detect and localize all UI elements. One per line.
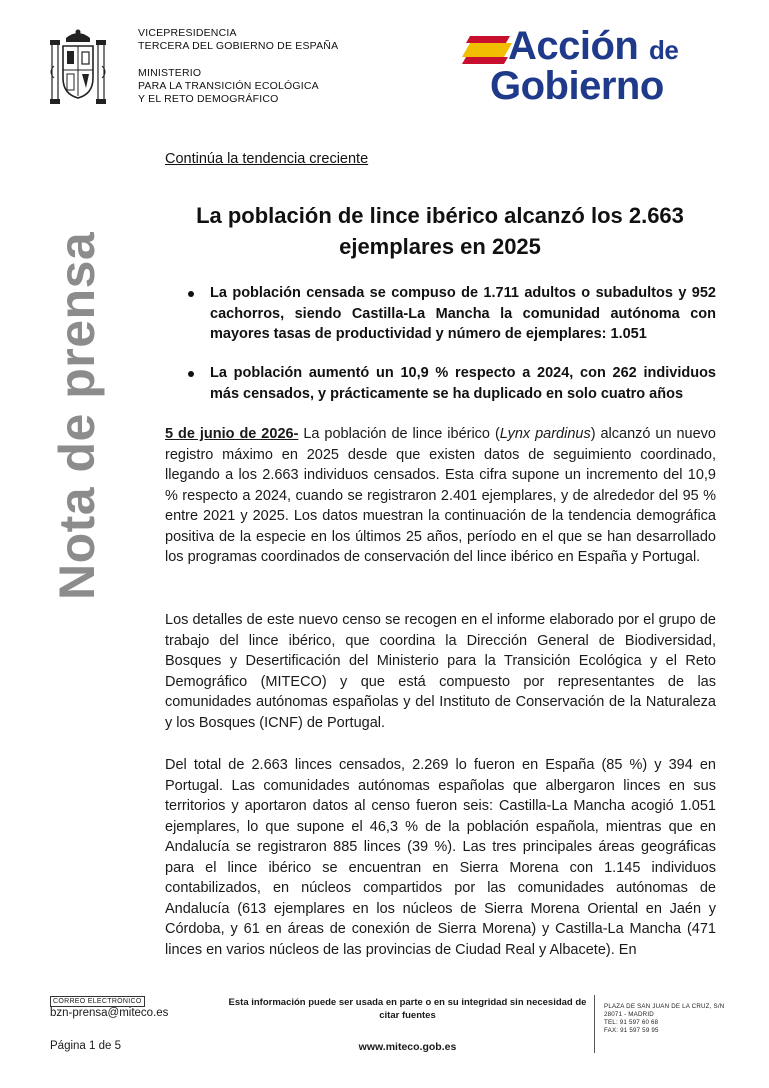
email-label: CORREO ELECTRÓNICO [50, 996, 145, 1007]
bullet [186, 363, 716, 404]
logo-line-2: Gobierno [490, 64, 664, 108]
logo-word-de: de [648, 35, 679, 65]
header-line: PARA LA TRANSICIÓN ECOLÓGICA [138, 80, 319, 92]
flag-stripe-red-bottom [462, 57, 508, 64]
header-line: VICEPRESIDENCIA [138, 27, 237, 39]
address-line: 28071 - MADRID [604, 1011, 654, 1018]
footer-divider [594, 995, 595, 1053]
header-line: Y EL RETO DEMOGRÁFICO [138, 93, 279, 105]
bullet [186, 283, 716, 345]
paragraph-text: La población de lince ibérico ( [298, 426, 500, 442]
side-title: Nota de prensa [49, 231, 105, 600]
flag-stripe-red-top [466, 36, 510, 43]
bullet-text: La población censada se compuso de 1.711 adultos o subadultos y 952 cachorros, siendo Castilla-La Mancha la comunidad autónoma con mayores tasas de productividad y número de ejemplares: 1.051 [210, 285, 716, 342]
species-name: Lynx pardinus [499, 426, 591, 442]
bullet-list-item [186, 283, 716, 345]
address-line: FAX: 91 597 59 95 [604, 1027, 659, 1034]
paragraph-text: ) alcanzó un nuevo registro máximo en 2025 desde que existen datos de seguimiento coordinado, llegando a los 2.663 individuos censados. Esta cifra supone un incremento del 10,9 % respecto a 2024, cuando se registraron 2.401 ejemplares, y de alrededor del 95 % entre 2021 y 2025. Los datos muestran la continuación de la tendencia demográfica positiva de la especie en los últimos 25 años, período en el que se han desarrollado los programas coordinados de conservación del lince ibérico en España y Portugal. [165, 426, 716, 565]
usage-note: Esta información puede ser usada en parte o en su integridad sin necesidad de citar fuentes [228, 997, 587, 1021]
accion-de-gobierno-logo [468, 24, 738, 108]
page-title: La población de lince ibérico alcanzó los 2.663 ejemplares en 2025 [196, 203, 684, 259]
bullet-text: La población aumentó un 10,9 % respecto a 2024, con 262 individuos más censados, y prácticamente se ha duplicado en solo cuatro años [210, 365, 716, 402]
vicepresidencia-heading [138, 27, 338, 53]
bullet-dot-icon [188, 371, 194, 377]
address-block [604, 1003, 724, 1035]
header-line: TERCERA DEL GOBIERNO DE ESPAÑA [138, 40, 339, 52]
page-number: Página 1 de 5 [50, 1040, 121, 1052]
kicker: Continúa la tendencia creciente [165, 151, 369, 167]
logo-word-accion: Acción [508, 24, 639, 68]
bullet-dot-icon [188, 291, 194, 297]
bullet-list-item [186, 363, 716, 404]
ministerio-heading [138, 67, 319, 106]
body-paragraph-3: Del total de 2.663 linces censados, 2.269 lo fueron en España (85 %) y 394 en Portugal. Las comunidades autónomas españolas que albergaron linces en sus territorios y aportaron datos al censo fueron seis: Castilla-La Mancha acogió 1.051 ejemplares, lo que supone el 46,3 % de la población española, mientras que en Andalucía se registraron 885 linces (39 %). Las tres principales áreas geográficas para el lince ibérico se encuentran en Sierra Morena con 1.145 individuos contabilizados, en núcleos compartidos por las comunidades autónomas de Andalucía (613 ejemplares en los núcleos de Sierra Morena Oriental en Jaén y Córdoba, y 61 en áreas de conexión de Sierra Morena) y Castilla-La Mancha (471 linces en varios núcleos de las provincias de Ciudad Real y Albacete). En [165, 757, 716, 958]
address-line: TEL: 91 597 60 68 [604, 1019, 659, 1026]
address-line: PLAZA DE SAN JUAN DE LA CRUZ, S/N [604, 1003, 725, 1010]
dateline: 5 de junio de 2026- [165, 426, 299, 442]
website-link[interactable]: www.miteco.gob.es [358, 1041, 457, 1053]
email-link[interactable]: bzn-prensa@miteco.es [50, 1007, 169, 1019]
body-paragraph-2: Los detalles de este nuevo censo se recogen en el informe elaborado por el grupo de trabajo del lince ibérico, que coordina la Dirección General de Biodiversidad, Bosques y Desertificación del Ministerio para la Transición Ecológica y el Reto Demográfico (MITECO) y que está compuesto por representantes de las comunidades autónomas españolas y del Instituto de Conservación de la Naturaleza y los Bosques (ICNF) de Portugal. [165, 612, 716, 731]
coat-of-arms-icon [48, 26, 108, 110]
body-paragraph-1 [165, 424, 716, 568]
header-line: MINISTERIO [138, 67, 202, 79]
flag-stripe-yellow [462, 43, 512, 57]
